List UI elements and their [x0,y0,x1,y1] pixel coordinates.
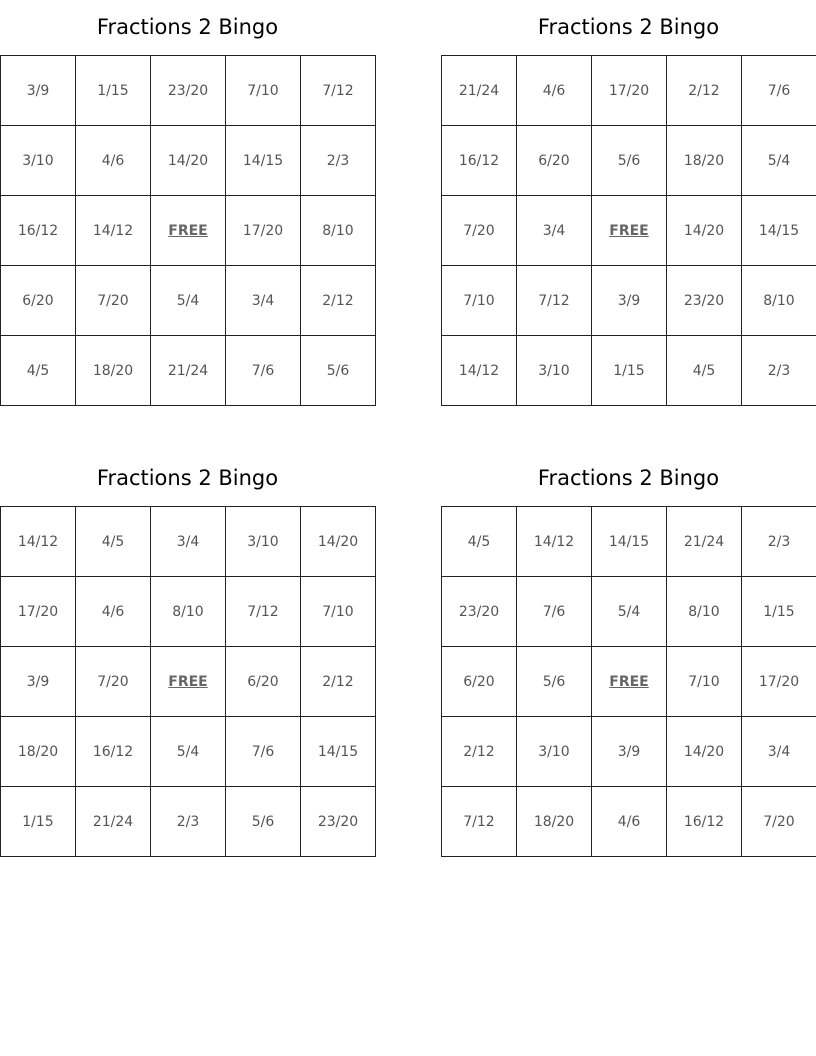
grid-cell: 3/9 [1,56,76,126]
grid-cell: 7/12 [226,577,301,647]
grid-row [1,126,376,196]
grid-cell: 14/15 [226,126,301,196]
grid-cell: 4/5 [76,507,151,577]
grid-cell: 3/4 [742,717,816,787]
grid-cell: 3/9 [1,647,76,717]
grid-row [1,336,376,406]
grid-cell: 7/10 [301,577,376,647]
grid-row [442,717,816,787]
bingo-grid [0,55,376,406]
grid-cell: 21/24 [667,507,742,577]
grid-row [442,56,816,126]
grid-cell: 5/6 [226,787,301,857]
grid-cell: 6/20 [442,647,517,717]
grid-cell: 7/20 [442,196,517,266]
grid-cell: 18/20 [76,336,151,406]
grid-cell: 17/20 [592,56,667,126]
grid-row [442,336,816,406]
grid-cell: 7/10 [442,266,517,336]
grid-cell: 6/20 [517,126,592,196]
bingo-grid [0,506,376,857]
grid-cell: 14/15 [301,717,376,787]
bingo-card-3 [0,451,375,857]
grid-cell: 14/12 [76,196,151,266]
grid-cell: 14/15 [742,196,816,266]
grid-cell: 18/20 [1,717,76,787]
grid-cell: 2/12 [667,56,742,126]
grid-cell: 23/20 [667,266,742,336]
grid-cell: 7/12 [301,56,376,126]
grid-row [1,717,376,787]
grid-cell: 16/12 [442,126,517,196]
grid-cell: 2/3 [151,787,226,857]
grid-cell: 21/24 [442,56,517,126]
grid-cell: 5/6 [592,126,667,196]
grid-cell: 5/6 [517,647,592,717]
bingo-card-1 [0,0,375,406]
bingo-grid [441,506,816,857]
grid-cell: 6/20 [1,266,76,336]
grid-cell: 5/4 [742,126,816,196]
grid-cell: 14/20 [667,196,742,266]
grid-row [1,196,376,266]
grid-cell: 7/20 [76,266,151,336]
grid-row [1,647,376,717]
grid-cell: 7/10 [226,56,301,126]
grid-cell: 4/5 [1,336,76,406]
grid-row [442,577,816,647]
grid-cell: 14/12 [517,507,592,577]
grid-cell: 3/10 [517,717,592,787]
grid-row [442,507,816,577]
grid-cell: 2/12 [301,266,376,336]
grid-cell: 4/6 [517,56,592,126]
card-title: Fractions 2 Bingo [96,15,279,39]
bingo-card-4 [441,451,816,857]
free-space: FREE [592,196,667,266]
grid-cell: 3/4 [517,196,592,266]
grid-cell: 14/20 [301,507,376,577]
free-space: FREE [151,196,226,266]
grid-row [1,577,376,647]
grid-cell: 3/10 [517,336,592,406]
grid-cell: 14/20 [151,126,226,196]
grid-cell: 7/6 [226,336,301,406]
grid-cell: 16/12 [667,787,742,857]
grid-row [1,266,376,336]
grid-cell: 8/10 [667,577,742,647]
grid-cell: 7/12 [517,266,592,336]
grid-cell: 2/3 [301,126,376,196]
grid-row [442,266,816,336]
grid-cell: 7/20 [76,647,151,717]
grid-cell: 7/6 [742,56,816,126]
grid-cell: 5/6 [301,336,376,406]
grid-cell: 3/10 [1,126,76,196]
grid-cell: 5/4 [151,266,226,336]
grid-cell: 16/12 [76,717,151,787]
grid-cell: 2/12 [301,647,376,717]
grid-cell: 4/5 [442,507,517,577]
grid-cell: 7/20 [742,787,816,857]
grid-cell: 7/6 [517,577,592,647]
grid-cell: 14/12 [1,507,76,577]
grid-cell: 3/4 [226,266,301,336]
card-title: Fractions 2 Bingo [96,466,279,490]
grid-cell: 14/20 [667,717,742,787]
grid-cell: 3/4 [151,507,226,577]
card-title: Fractions 2 Bingo [537,466,720,490]
grid-row [442,647,816,717]
grid-cell: 5/4 [151,717,226,787]
grid-cell: 1/15 [742,577,816,647]
grid-cell: 21/24 [151,336,226,406]
grid-cell: 14/15 [592,507,667,577]
grid-cell: 16/12 [1,196,76,266]
grid-cell: 2/3 [742,507,816,577]
grid-cell: 17/20 [742,647,816,717]
grid-cell: 8/10 [742,266,816,336]
grid-cell: 23/20 [301,787,376,857]
grid-cell: 23/20 [442,577,517,647]
grid-cell: 4/6 [76,126,151,196]
bingo-card-2 [441,0,816,406]
grid-cell: 8/10 [151,577,226,647]
grid-cell: 21/24 [76,787,151,857]
grid-cell: 5/4 [592,577,667,647]
grid-cell: 1/15 [76,56,151,126]
bingo-grid [441,55,816,406]
grid-cell: 3/9 [592,266,667,336]
free-space: FREE [592,647,667,717]
card-title: Fractions 2 Bingo [537,15,720,39]
grid-row [1,56,376,126]
grid-cell: 7/12 [442,787,517,857]
grid-row [1,507,376,577]
grid-cell: 4/5 [667,336,742,406]
grid-cell: 23/20 [151,56,226,126]
grid-row [442,787,816,857]
grid-cell: 2/3 [742,336,816,406]
grid-cell: 1/15 [592,336,667,406]
grid-cell: 14/12 [442,336,517,406]
grid-cell: 18/20 [667,126,742,196]
grid-cell: 1/15 [1,787,76,857]
grid-cell: 3/9 [592,717,667,787]
grid-cell: 6/20 [226,647,301,717]
grid-row [442,196,816,266]
grid-cell: 4/6 [76,577,151,647]
grid-cell: 7/10 [667,647,742,717]
grid-cell: 7/6 [226,717,301,787]
grid-cell: 18/20 [517,787,592,857]
grid-cell: 8/10 [301,196,376,266]
grid-cell: 2/12 [442,717,517,787]
grid-cell: 3/10 [226,507,301,577]
grid-cell: 17/20 [226,196,301,266]
free-space: FREE [151,647,226,717]
grid-row [1,787,376,857]
grid-row [442,126,816,196]
grid-cell: 17/20 [1,577,76,647]
grid-cell: 4/6 [592,787,667,857]
